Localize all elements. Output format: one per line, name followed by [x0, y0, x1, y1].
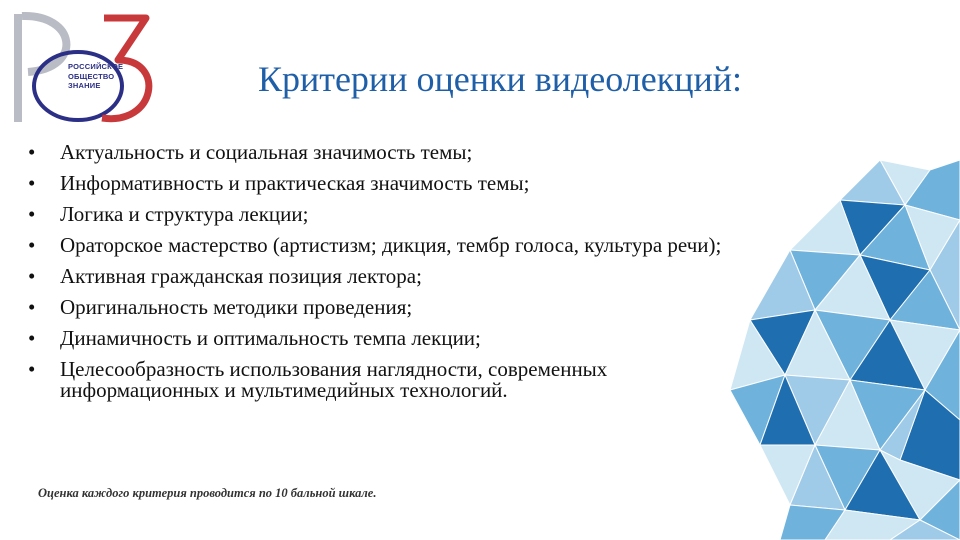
scale-footnote: Оценка каждого критерия проводится по 10 бальной шкале.	[38, 486, 377, 500]
criteria-list	[20, 142, 760, 411]
crystal-decoration-icon	[730, 160, 960, 540]
list-item: • Информативность и практическая значимость темы;	[28, 171, 530, 195]
list-item: • Активная гражданская позиция лектора;	[28, 264, 422, 288]
list-item: • Ораторское мастерство (артистизм; дикция, тембр голоса, культура речи);	[28, 233, 722, 257]
bullet: •	[28, 233, 36, 257]
list-item: • Актуальность и социальная значимость темы;	[28, 140, 473, 164]
page-title: Критерии оценки видеолекций:	[257, 59, 743, 99]
rosznanie-logo	[6, 8, 156, 128]
list-item: • Динамичность и оптимальность темпа лекции;	[28, 326, 481, 350]
bullet: •	[28, 140, 36, 164]
bullet: •	[28, 171, 36, 195]
list-item: • Логика и структура лекции;	[28, 202, 309, 226]
logo-caption: РОССИЙСКОЕ ОБЩЕСТВО ЗНАНИЕ	[68, 62, 124, 90]
list-item: • Целесообразность использования наглядности, современных информационных и мультимедийных технологий.	[28, 357, 608, 402]
bullet: •	[28, 202, 36, 226]
bullet: •	[28, 357, 36, 381]
bullet: •	[28, 264, 36, 288]
list-item: • Оригинальность методики проведения;	[28, 295, 413, 319]
bullet: •	[28, 326, 36, 350]
bullet: •	[28, 295, 36, 319]
